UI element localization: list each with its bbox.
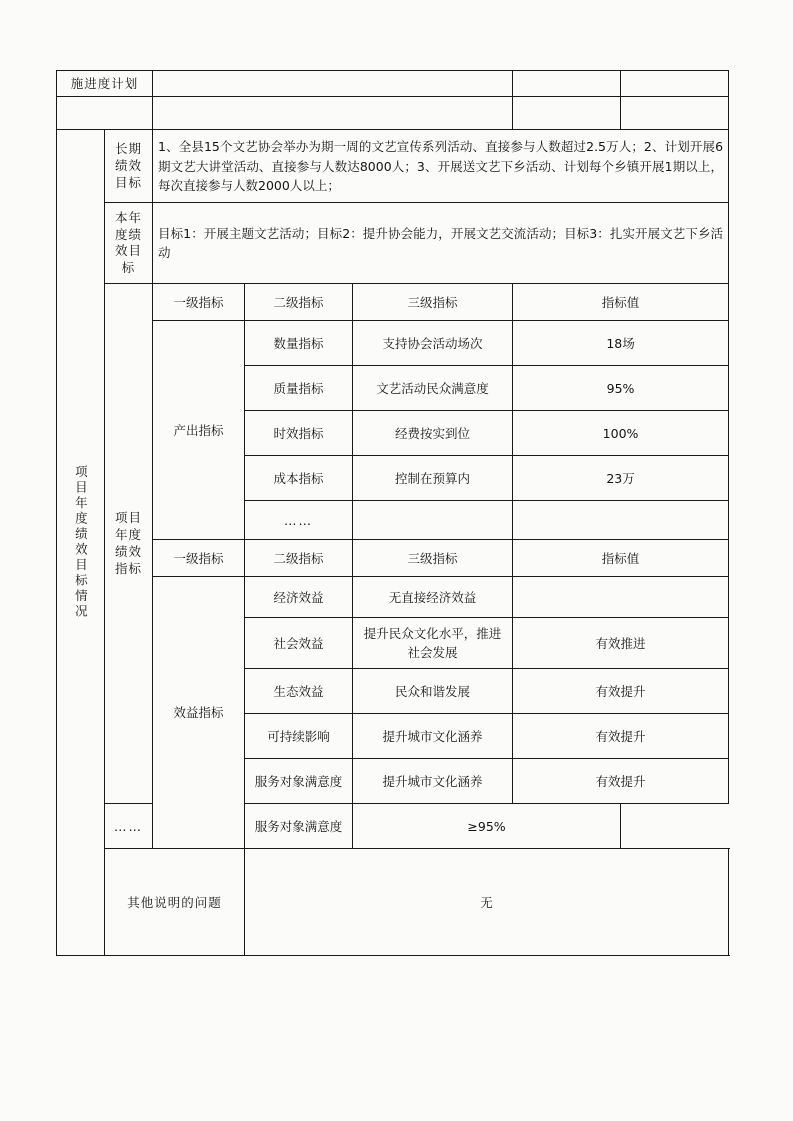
output-level3-0: 支持协会活动场次 — [353, 321, 513, 366]
header-level3-a: 三级指标 — [353, 284, 513, 321]
benefit-level3-4: 提升城市文化涵养 — [353, 759, 513, 804]
header-level1-a: 一级指标 — [153, 284, 245, 321]
benefit-level2-3: 可持续影响 — [245, 714, 353, 759]
benefit-value-3: 有效提升 — [513, 714, 729, 759]
other-value: 无 — [245, 849, 729, 956]
benefit-group-label: 效益指标 — [153, 577, 245, 849]
output-level2-0: 数量指标 — [245, 321, 353, 366]
benefit-value-4: 有效提升 — [513, 759, 729, 804]
header-level3-b: 三级指标 — [353, 540, 513, 577]
benefit-value-1: 有效推进 — [513, 618, 729, 669]
longterm-label-line2: 绩效 — [115, 157, 143, 173]
benefit-level2-5: …… — [105, 804, 153, 849]
longterm-label-line3: 目标 — [115, 174, 143, 190]
performance-table — [56, 70, 729, 956]
schedule-cell-3 — [621, 71, 729, 97]
indicator-label-cell — [105, 284, 153, 804]
longterm-label — [105, 130, 153, 203]
table-row-schedule-blank — [57, 97, 729, 130]
output-level3-3: 控制在预算内 — [353, 456, 513, 501]
side-label-cell — [57, 130, 105, 956]
output-level2-3: 成本指标 — [245, 456, 353, 501]
header-level2-a: 二级指标 — [245, 284, 353, 321]
table-row — [57, 577, 729, 618]
schedule-label: 施进度计划 — [57, 71, 153, 97]
table-row-schedule — [57, 71, 729, 97]
benefit-level3-1: 提升民众文化水平，推进社会发展 — [353, 618, 513, 669]
benefit-level2-1: 社会效益 — [245, 618, 353, 669]
longterm-text: 1、全县15个文艺协会举办为期一周的文艺宣传系列活动、直接参与人数超过2.5万人；2、计划开展6期文艺大讲堂活动、直接参与人数达8000人；3、开展送文艺下乡活动、计划每个乡镇开展1期以上，每次直接参与人数2000人以上； — [153, 130, 729, 203]
benefit-value-5: ≥95% — [353, 804, 621, 849]
output-level3-1: 文艺活动民众满意度 — [353, 366, 513, 411]
output-value-0: 18场 — [513, 321, 729, 366]
table-row-other — [57, 849, 729, 956]
benefit-level2-0: 经济效益 — [245, 577, 353, 618]
indicator-label-line2: 年度 — [115, 527, 143, 542]
benefit-level3-3: 提升城市文化涵养 — [353, 714, 513, 759]
annual-label-line3: 效目 — [115, 243, 143, 259]
output-level3-4 — [353, 501, 513, 540]
output-group-label: 产出指标 — [153, 321, 245, 540]
benefit-value-2: 有效提升 — [513, 669, 729, 714]
side-label-text: 项目年度绩效目标情况 — [73, 465, 89, 621]
benefit-level3-2: 民众和谐发展 — [353, 669, 513, 714]
indicator-label-line3: 绩效 — [115, 543, 143, 559]
annual-text: 目标1：开展主题文艺活动；目标2：提升协会能力，开展文艺交流活动；目标3：扎实开展文艺下乡活动 — [153, 203, 729, 284]
output-level2-1: 质量指标 — [245, 366, 353, 411]
output-value-2: 100% — [513, 411, 729, 456]
output-level3-2: 经费按实到位 — [353, 411, 513, 456]
annual-label-line4: 标 — [121, 260, 136, 276]
schedule-cell-2 — [513, 71, 621, 97]
output-level2-4: …… — [245, 501, 353, 540]
table-row-header-1 — [57, 284, 729, 321]
output-value-3: 23万 — [513, 456, 729, 501]
header-value-b: 指标值 — [513, 540, 729, 577]
output-value-1: 95% — [513, 366, 729, 411]
output-value-4 — [513, 501, 729, 540]
benefit-level3-5: 服务对象满意度 — [245, 804, 353, 849]
header-value-a: 指标值 — [513, 284, 729, 321]
benefit-level2-4: 服务对象满意度 — [245, 759, 353, 804]
indicator-label-line1: 项目 — [115, 510, 143, 526]
header-level1-b: 一级指标 — [153, 540, 245, 577]
table-row-longterm — [57, 130, 729, 203]
header-level2-b: 二级指标 — [245, 540, 353, 577]
table-row — [57, 321, 729, 366]
annual-label-line1: 本年 — [115, 209, 143, 225]
schedule-blank-label — [57, 97, 153, 130]
other-label: 其他说明的问题 — [105, 849, 245, 956]
annual-label-line2: 度绩 — [115, 226, 143, 242]
longterm-label-line1: 长期 — [115, 141, 143, 157]
benefit-value-0 — [513, 577, 729, 618]
benefit-level3-0: 无直接经济效益 — [353, 577, 513, 618]
schedule-blank-1 — [153, 97, 513, 130]
table-row-annual — [57, 203, 729, 284]
benefit-level2-2: 生态效益 — [245, 669, 353, 714]
annual-label — [105, 203, 153, 284]
indicator-label-line4: 指标 — [115, 560, 143, 576]
schedule-blank-3 — [621, 97, 729, 130]
schedule-cell-1 — [153, 71, 513, 97]
output-level2-2: 时效指标 — [245, 411, 353, 456]
schedule-blank-2 — [513, 97, 621, 130]
table-row-header-2 — [57, 540, 729, 577]
